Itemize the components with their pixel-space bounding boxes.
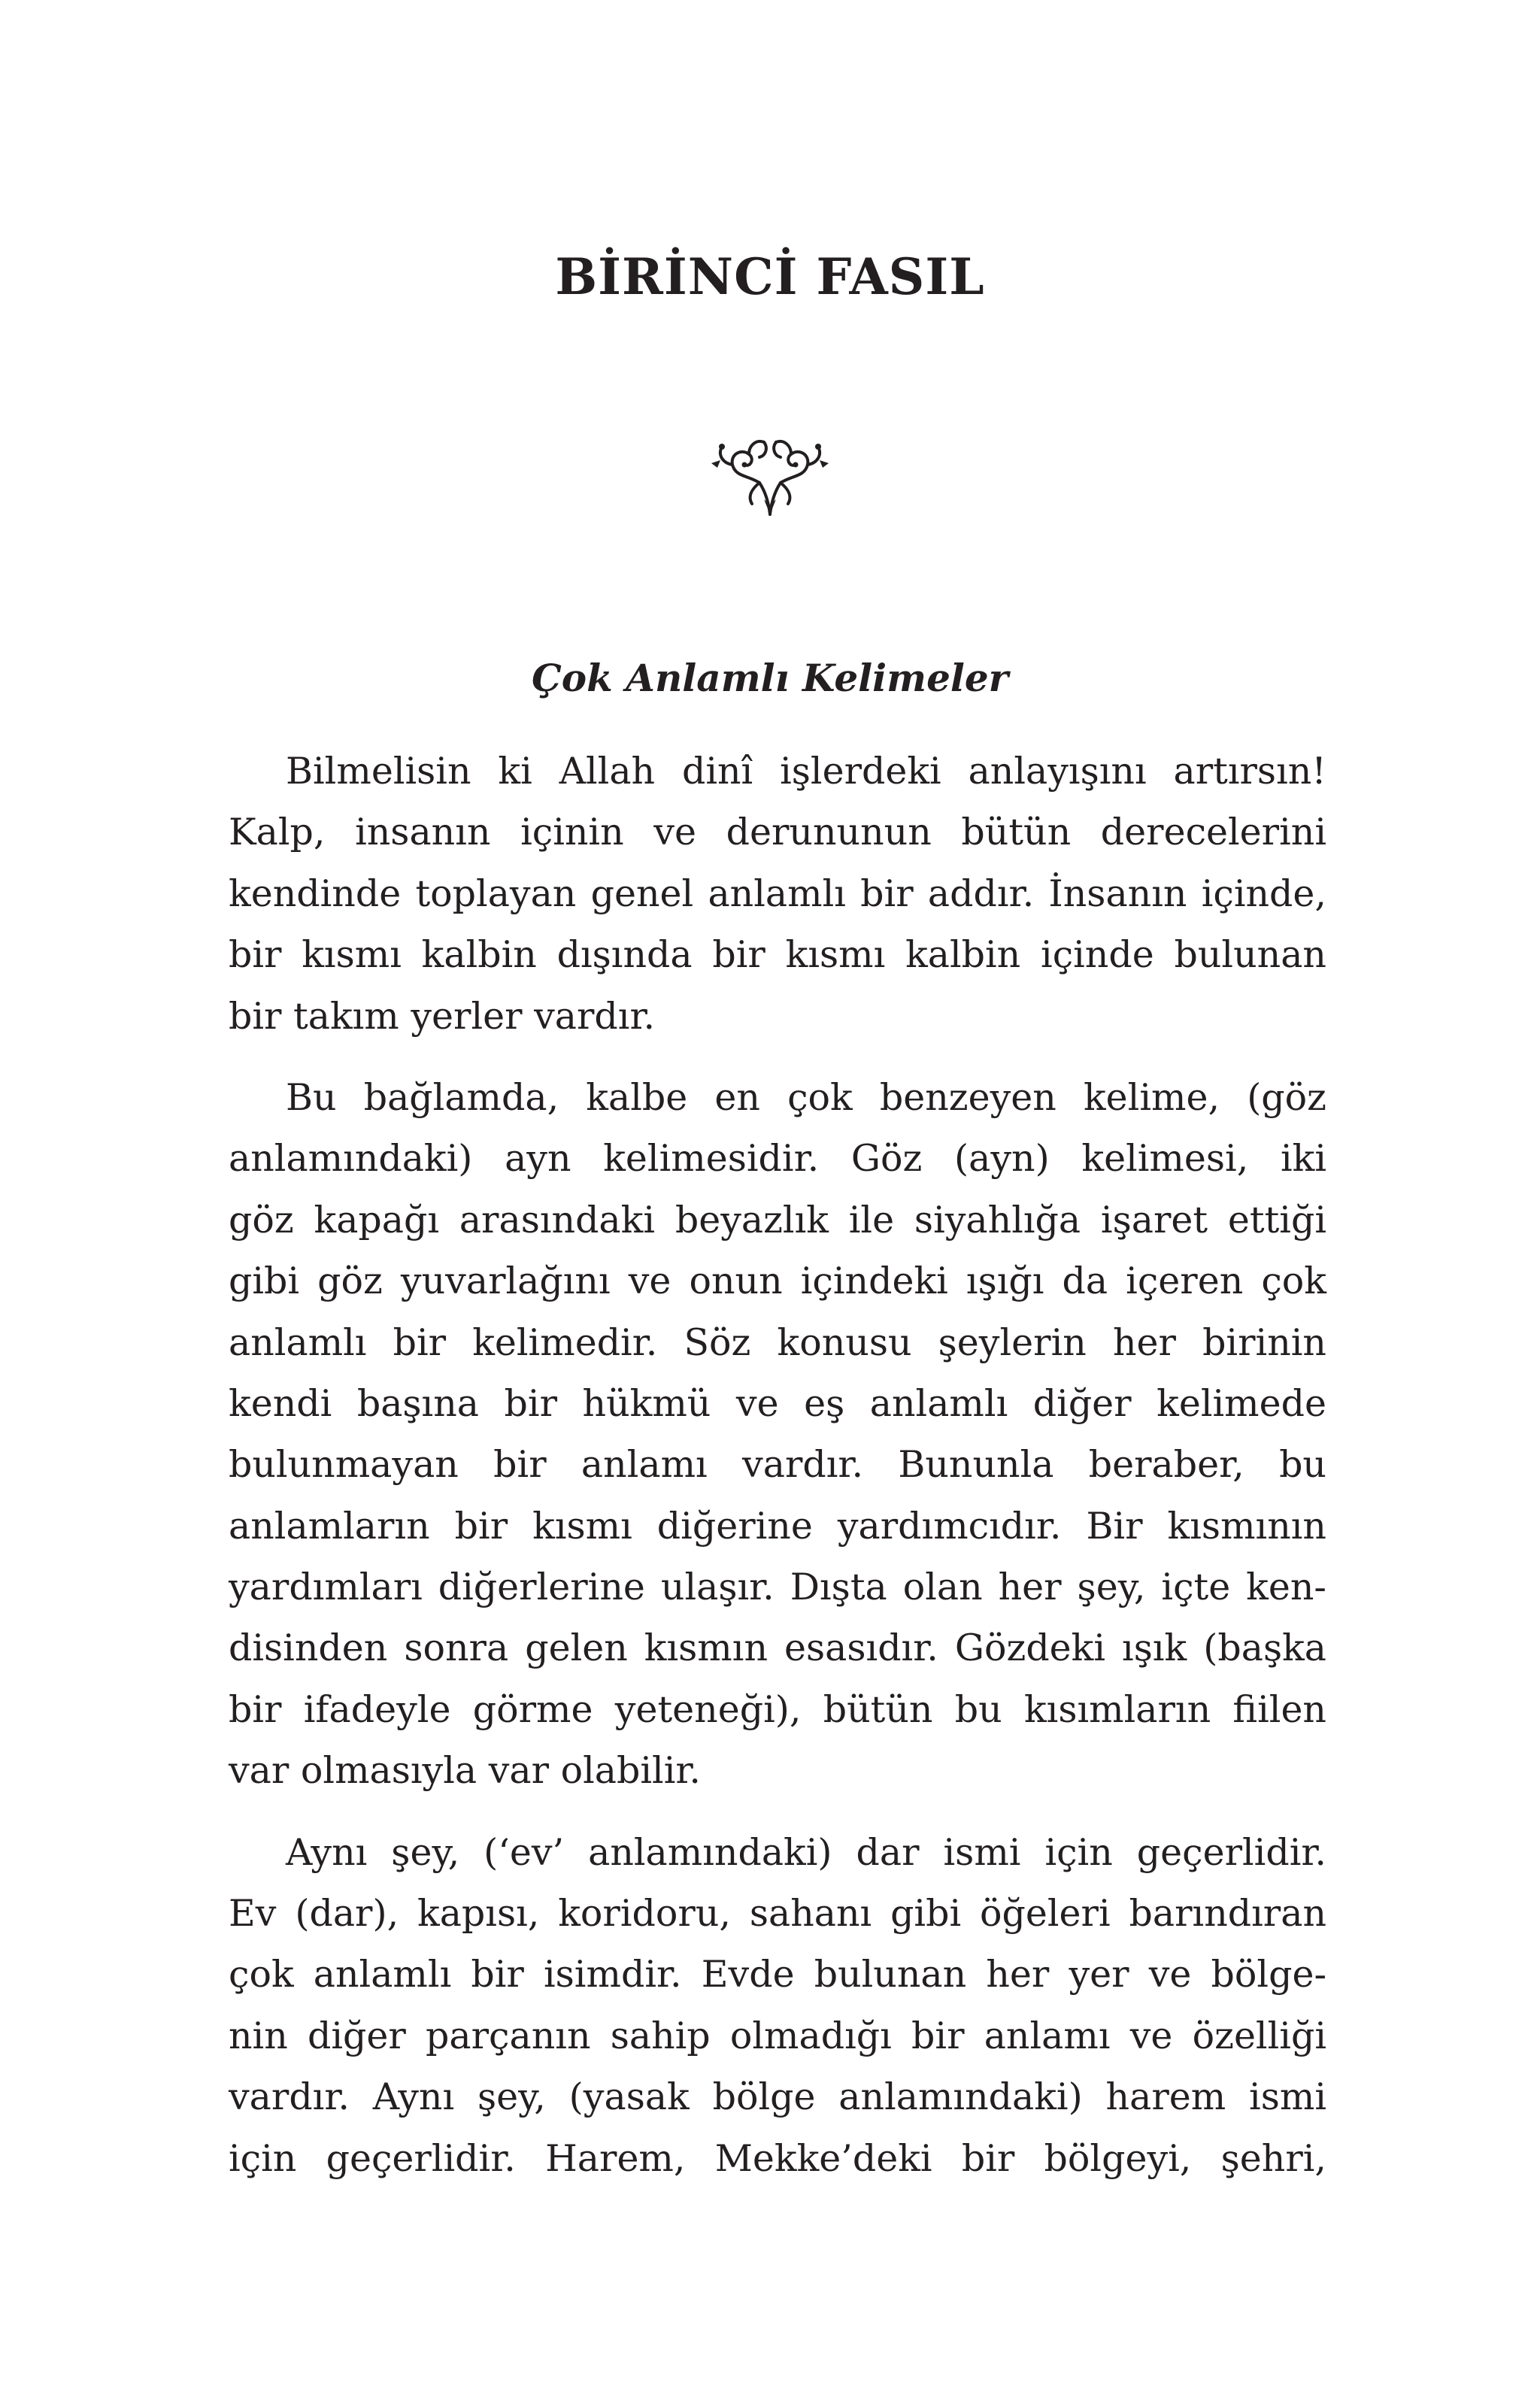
- text-line: göz kapağı arasındaki beyazlık ile siyahlığa işaret ettiği: [229, 1198, 1326, 1241]
- chapter-title: BİRİNCİ FASIL: [555, 247, 985, 306]
- text-line: anlamlı bir kelimedir. Söz konusu şeylerin her birinin: [229, 1320, 1326, 1364]
- text-line: vardır. Aynı şey, (yasak bölge anlamındaki) harem ismi: [229, 2075, 1326, 2119]
- text-line: yardımları diğerlerine ulaşır. Dışta olan her şey, içte ken-: [229, 1566, 1326, 1609]
- text-line: Kalp, insanın içinin ve derununun bütün derecelerini: [229, 811, 1326, 854]
- body-text: [229, 741, 1326, 2209]
- floral-ornament-icon: [710, 430, 830, 520]
- text-line: bir kısmı kalbin dışında bir kısmı kalbin içinde bulunan: [229, 933, 1326, 977]
- text-line: kendinde toplayan genel anlamlı bir addır. İnsanın içinde,: [229, 872, 1326, 915]
- paragraph-1: [229, 741, 1326, 1047]
- section-title: Çok Anlamlı Kelimeler: [531, 656, 1009, 700]
- text-line: için geçerlidir. Harem, Mekke’deki bir bölgeyi, şehri,: [229, 2136, 1326, 2180]
- text-line: çok anlamlı bir isimdir. Evde bulunan her yer ve bölge-: [229, 1953, 1326, 1996]
- text-line: Bu bağlamda, kalbe en çok benzeyen kelime, (göz: [286, 1075, 1326, 1119]
- paragraph-2: [229, 1067, 1326, 1802]
- text-line: kendi başına bir hükmü ve eş anlamlı diğer kelimede: [229, 1381, 1326, 1425]
- text-line: nin diğer parçanın sahip olmadığı bir anlamı ve özelliği: [229, 2014, 1326, 2057]
- text-line: Ev (dar), kapısı, koridoru, sahanı gibi öğeleri barındıran: [229, 1892, 1326, 1936]
- text-line: bir takım yerler vardır.: [229, 994, 656, 1038]
- text-line: anlamların bir kısmı diğerine yardımcıdır. Bir kısmının: [229, 1504, 1326, 1548]
- text-line: bir ifadeyle görme yeteneği), bütün bu kısımların fiilen: [229, 1687, 1326, 1731]
- text-line: bulunmayan bir anlamı vardır. Bununla beraber, bu: [229, 1443, 1326, 1487]
- text-line: Bilmelisin ki Allah dinî işlerdeki anlayışını artırsın!: [286, 750, 1326, 793]
- text-line: Aynı şey, (‘ev’ anlamındaki) dar ismi için geçerlidir.: [286, 1830, 1326, 1874]
- text-line: anlamındaki) ayn kelimesidir. Göz (ayn) kelimesi, iki: [229, 1137, 1326, 1181]
- paragraph-3: [229, 1822, 1326, 2189]
- text-line: disinden sonra gelen kısmın esasıdır. Gözdeki ışık (başka: [229, 1626, 1326, 1670]
- text-line: var olmasıyla var olabilir.: [229, 1749, 701, 1793]
- text-line: gibi göz yuvarlağını ve onun içindeki ışığı da içeren çok: [229, 1260, 1326, 1303]
